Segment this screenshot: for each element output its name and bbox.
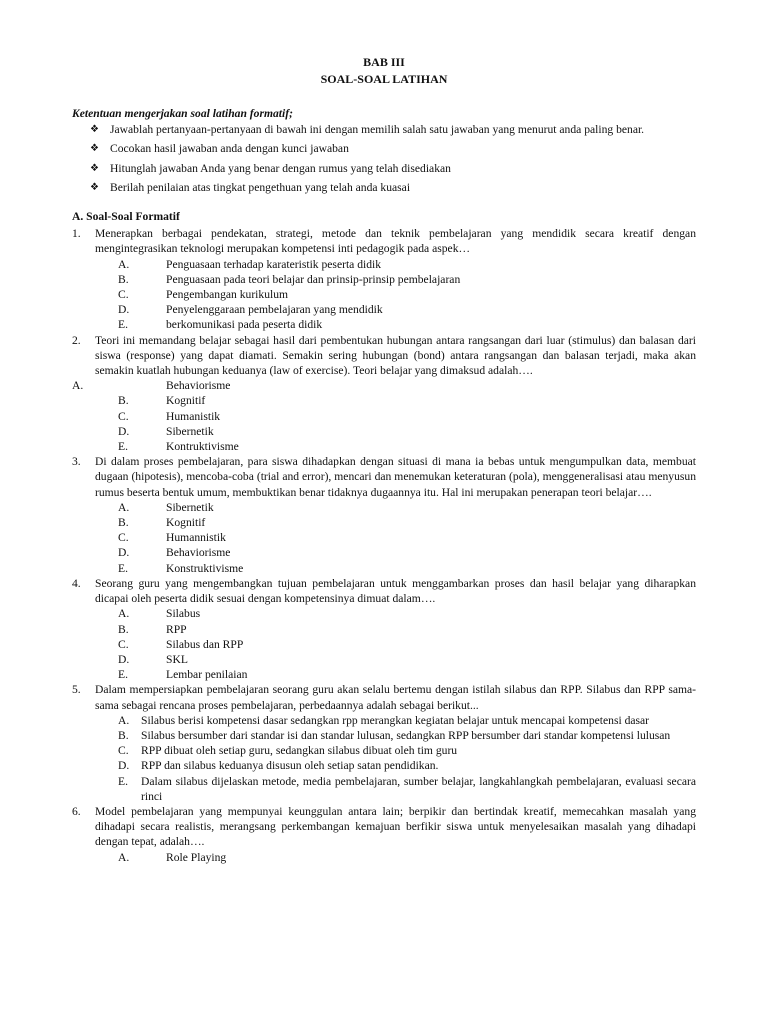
instruction-item: ❖ Jawablah pertanyaan-pertanyaan di bawah ini dengan memilih salah satu jawaban yang menurut anda paling benar. xyxy=(90,123,645,137)
option-item: A. Silabus berisi kompetensi dasar sedangkan rpp merangkan kegiatan belajar untuk mencapai kompetensi dasar xyxy=(118,713,650,727)
option-item: D. RPP dan silabus keduanya disusun oleh setiap satan pendidikan. xyxy=(118,759,439,773)
question-6 xyxy=(72,804,696,850)
option-item: D. Behaviorisme xyxy=(118,546,231,560)
instructions-list xyxy=(72,122,696,195)
question-5-options xyxy=(72,713,696,804)
question-1-options xyxy=(72,257,696,333)
option-item: E. Kontruktivisme xyxy=(118,440,239,454)
page-title: SOAL-SOAL LATIHAN xyxy=(320,72,448,86)
question-text: Model pembelajaran yang mempunyai keunggulan antara lain; berpikir dan bertindak kreatif, memecahkan masalah yang dihadapi secara realistis, merangsang perkembangan kemajuan berfikir siswa untuk menyelesaikan masalah yang dihadapi dengan tepat, adalah…. xyxy=(95,804,696,849)
question-number: 5. xyxy=(72,683,81,697)
option-item: B. Kognitif xyxy=(118,394,206,408)
question-text: Menerapkan berbagai pendekatan, strategi, metode dan teknik pembelajaran yang mendidik secara kreatif dengan mengintegrasikan teknologi merupakan kompetensi inti pedagogik pada aspek… xyxy=(95,227,696,256)
option-item: A. Role Playing xyxy=(118,850,227,864)
instruction-item: ❖ Hitunglah jawaban Anda yang benar dengan rumus yang telah disediakan xyxy=(90,161,451,175)
section-heading: A. Soal-Soal Formatif xyxy=(72,210,180,224)
option-item: C. Humanistik xyxy=(118,409,221,423)
instruction-item: ❖ Cocokan hasil jawaban anda dengan kunci jawaban xyxy=(90,142,349,156)
option-item: E. berkomunikasi pada peserta didik xyxy=(118,318,323,332)
question-text: Di dalam proses pembelajaran, para siswa dihadapkan dengan situasi di mana ia bebas untuk mengumpulkan data, membuat dugaan (hipotesis), mencoba-coba (trial and error), mencari dan menemukan keteraturan (pola), menggeneralisasi atau menyusun rumus beserta bentuk umum, membuktikan benar tidaknya dugaannya itu. Hal ini merupakan penerapan teori belajar…. xyxy=(95,455,696,499)
option-item: D. Penyelenggaraan pembelajaran yang mendidik xyxy=(118,303,383,317)
option-item: A. Penguasaan terhadap karateristik peserta didik xyxy=(118,257,382,271)
question-2-options xyxy=(72,378,696,454)
question-4-options xyxy=(72,606,696,682)
chapter-label: BAB III xyxy=(363,55,405,69)
question-number: 6. xyxy=(72,804,81,818)
instructions-heading: Ketentuan mengerjakan soal latihan formatif; xyxy=(72,107,293,120)
instruction-item: ❖ Berilah penilaian atas tingkat pengethuan yang telah anda kuasai xyxy=(90,180,411,194)
option-item: E. Konstruktivisme xyxy=(118,561,244,575)
option-item: E. Lembar penilaian xyxy=(118,668,248,682)
option-item: B. Silabus bersumber dari standar isi dan standar lulusan, sedangkan RPP bersumber dari standar kompetensi lulusan xyxy=(118,728,671,742)
question-number: 3. xyxy=(72,455,81,469)
question-2 xyxy=(72,333,696,379)
option-item: B. Kognitif xyxy=(118,516,206,530)
option-item: C. RPP dibuat oleh setiap guru, sedangkan silabus dibuat oleh tim guru xyxy=(118,744,458,758)
question-text: Seorang guru yang mengembangkan tujuan pembelajaran untuk menggambarkan proses dan hasil belajar yang diharapkan dicapai oleh peserta didik sesuai dengan kompetensinya dimuat dalam…. xyxy=(95,576,696,606)
option-item: C. Silabus dan RPP xyxy=(118,637,244,651)
question-4 xyxy=(72,576,696,606)
diamond-bullet-icon: ❖ xyxy=(90,181,99,193)
question-3 xyxy=(72,454,696,500)
question-3-options xyxy=(72,500,696,576)
option-item: A. Sibernetik xyxy=(118,500,214,514)
question-text: Dalam mempersiapkan pembelajaran seorang guru akan selalu bertemu dengan istilah silabus dan RPP. Silabus dan RPP sama-sama sebagai rencana proses pembelajaran, perbedaannya adalah sebagai berikut... xyxy=(95,683,696,712)
option-item: C. Pengembangan kurikulum xyxy=(118,288,289,302)
question-1 xyxy=(72,226,696,256)
option-item: D. Sibernetik xyxy=(118,424,214,438)
question-6-options xyxy=(72,850,696,865)
option-item: C. Humannistik xyxy=(118,531,226,545)
diamond-bullet-icon: ❖ xyxy=(90,143,99,155)
option-item: E. Dalam silabus dijelaskan metode, media pembelajaran, sumber belajar, langkahlangkah pembelajaran, evaluasi secara rinci xyxy=(118,774,696,803)
option-item: A. Silabus xyxy=(118,607,201,621)
question-number: 1. xyxy=(72,227,81,241)
diamond-bullet-icon: ❖ xyxy=(90,162,99,174)
option-item: A. Behaviorisme xyxy=(72,379,231,393)
option-item: B. RPP xyxy=(118,622,187,636)
question-5 xyxy=(72,682,696,712)
question-number: 4. xyxy=(72,576,81,590)
option-item: B. Penguasaan pada teori belajar dan prinsip-prinsip pembelajaran xyxy=(118,272,461,286)
diamond-bullet-icon: ❖ xyxy=(90,124,99,136)
question-number: 2. xyxy=(72,333,81,347)
question-text: Teori ini memandang belajar sebagai hasil dari pembentukan hubungan antara rangsangan dari luar (stimulus) dan balasan dari siswa (response) yang dapat diamati. Semakin sering hubungan (bond) antara rangsangan dan balasan terjadi, maka akan semakin kuatlah hubungan keduanya (law of exercise). Teori belajar yang dimaksud adalah…. xyxy=(95,333,696,378)
option-item: D. SKL xyxy=(118,652,188,666)
